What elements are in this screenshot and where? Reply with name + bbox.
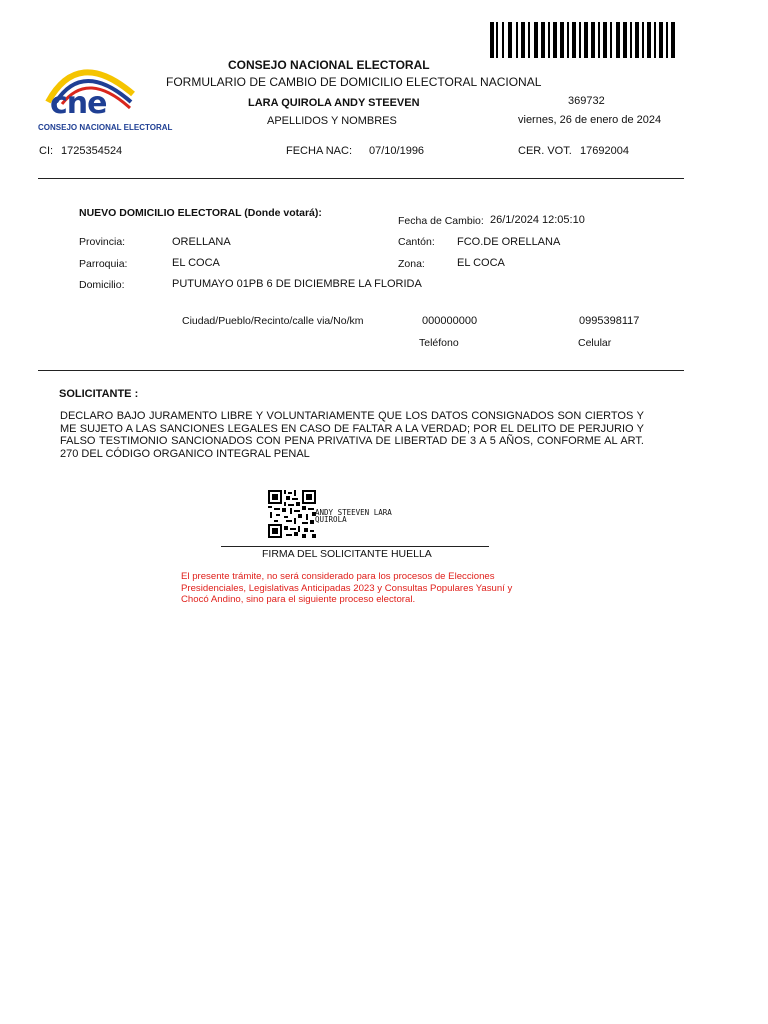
signature-name-line1: ANDY STEEVEN LARA [315, 508, 392, 517]
divider-middle [38, 370, 684, 371]
signature-caption: FIRMA DEL SOLICITANTE HUELLA [262, 548, 432, 560]
change-date-value: 26/1/2024 12:05:10 [490, 214, 585, 226]
canton-value: FCO.DE ORELLANA [457, 236, 561, 248]
address-hint: Ciudad/Pueblo/Recinto/calle via/No/km [182, 315, 364, 327]
address-value: PUTUMAYO 01PB 6 DE DICIEMBRE LA FLORIDA [172, 278, 422, 290]
birth-value: 07/10/1996 [369, 145, 425, 157]
birth-label: FECHA NAC: [286, 145, 353, 157]
cne-logo [38, 52, 173, 136]
change-date-label: Fecha de Cambio: [398, 215, 484, 227]
applicant-heading: SOLICITANTE : [59, 388, 139, 400]
form-title: FORMULARIO DE CAMBIO DE DOMICILIO ELECTORAL NACIONAL [166, 75, 542, 89]
form-number: 369732 [568, 95, 605, 107]
signature-line [221, 546, 489, 547]
signature-name-line2: QUIROLA [315, 515, 347, 524]
address-label: Domicilio: [79, 279, 125, 291]
province-value: ORELLANA [172, 236, 231, 248]
divider-top [38, 178, 684, 179]
zone-label: Zona: [398, 258, 425, 270]
full-name: LARA QUIROLA ANDY STEEVEN [248, 97, 420, 109]
qr-code-icon [268, 490, 316, 538]
logo-word: cne [50, 86, 107, 121]
ci-label: CI: [39, 145, 54, 157]
mobile-label: Celular [578, 337, 612, 349]
notice-text: El presente trámite, no será considerado para los procesos de Elecciones Presidenciales, Legislativas Anticipadas 2023 y Consultas Populares Yasuní y Chocó Andino, sino para el siguiente proceso electoral. [181, 571, 513, 605]
cert-label: CER. VOT. [518, 145, 572, 157]
phone-label: Teléfono [419, 337, 459, 349]
logo-caption: CONSEJO NACIONAL ELECTORAL [38, 123, 173, 132]
issue-date: viernes, 26 de enero de 2024 [518, 114, 662, 126]
declaration-text: DECLARO BAJO JURAMENTO LIBRE Y VOLUNTARIAMENTE QUE LOS DATOS CONSIGNADOS SON CIERTOS Y ME SUJETO A LAS SANCIONES LEGALES EN CASO DE FALTAR A LA VERDAD; POR EL DELITO DE PERJURIO Y FALSO TESTIMONIO SANCIONADOS CON PENA PRIVATIVA DE LIBERTAD DE 3 A 5 AÑOS, CONFORME AL ART. 270 DEL CÓDIGO ORGANICO INTEGRAL PENAL [60, 410, 644, 460]
mobile-value: 0995398117 [579, 315, 640, 327]
cert-value: 17692004 [580, 145, 629, 157]
canton-label: Cantón: [398, 236, 435, 248]
barcode [490, 22, 676, 58]
phone-value: 000000000 [422, 315, 478, 327]
name-caption: APELLIDOS Y NOMBRES [267, 115, 397, 127]
zone-value: EL COCA [457, 257, 505, 269]
parish-value: EL COCA [172, 257, 220, 269]
domicile-heading: NUEVO DOMICILIO ELECTORAL (Donde votará): [79, 207, 322, 219]
province-label: Provincia: [79, 236, 126, 248]
ci-value: 1725354524 [61, 145, 123, 157]
parish-label: Parroquia: [79, 258, 128, 270]
org-title: CONSEJO NACIONAL ELECTORAL [228, 58, 430, 72]
